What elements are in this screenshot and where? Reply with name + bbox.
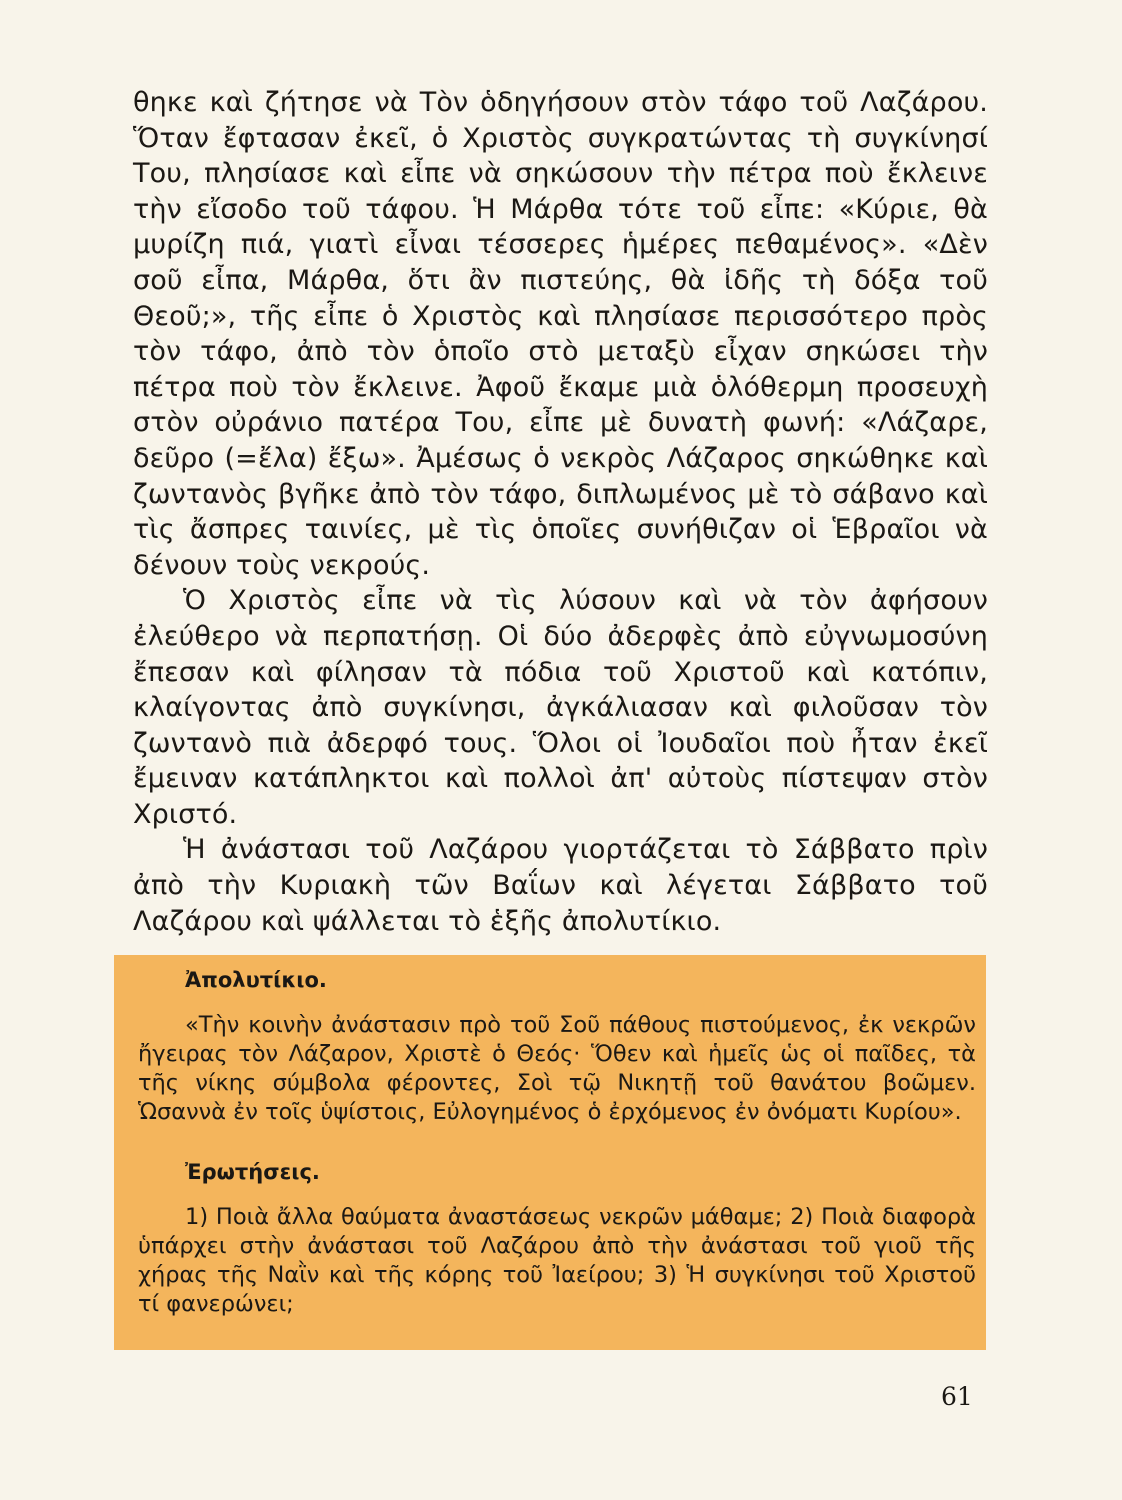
paragraph-feast-day: Ἡ ἀνάστασι τοῦ Λαζάρου γιορτάζεται τὸ Σάββατο πρὶν ἀπὸ τὴν Κυριακὴ τῶν Βαΐων καὶ λέγεται Σάββατο τοῦ Λαζάρου καὶ ψάλλεται τὸ ἑξῆς ἀπολυτίκιο. bbox=[133, 834, 988, 937]
paragraph-lazarus-raising: θηκε καὶ ζήτησε νὰ Τὸν ὁδηγήσουν στὸν τάφο τοῦ Λαζάρου. Ὅταν ἔφτασαν ἐκεῖ, ὁ Χριστὸς συγκρατώντας τὴ συγκίνησί Του, πλησίασε καὶ εἶπε νὰ σηκώσουν τὴν πέτρα ποὺ ἔκλεινε τὴν εἴσοδο τοῦ τάφου. Ἡ Μάρθα τότε τοῦ εἶπε: «Κύριε, θὰ μυρίζη πιά, γιατὶ εἶναι τέσσερες ἡμέρες πεθαμένος». «Δὲν σοῦ εἶπα, Μάρθα, ὅτι ἂν πιστεύης, θὰ ἰδῆς τὴ δόξα τοῦ Θεοῦ;», τῆς εἶπε ὁ Χριστὸς καὶ πλησίασε περισσότερο πρὸς τὸν τάφο, ἀπὸ τὸν ὁποῖο στὸ μεταξὺ εἶχαν σηκώσει τὴν πέτρα ποὺ τὸν ἔκλεινε. Ἀφοῦ ἔκαμε μιὰ ὁλόθερμη προσευχὴ στὸν οὐράνιο πατέρα Του, εἶπε μὲ δυνατὴ φωνή: «Λάζαρε, δεῦρο (=ἔλα) ἔξω». Ἀμέσως ὁ νεκρὸς Λάζαρος σηκώθηκε καὶ ζωντανὸς βγῆκε ἀπὸ τὸν τάφο, διπλωμένος μὲ τὸ σάβανο καὶ τὶς ἄσπρες ταινίες, μὲ τὶς ὁποῖες συνήθιζαν οἱ Ἑβραῖοι νὰ δένουν τοὺς νεκρούς. bbox=[133, 87, 988, 581]
questions-heading: Ἐρωτήσεις. bbox=[185, 1160, 320, 1184]
questions-text: 1) Ποιὰ ἄλλα θαύματα ἀναστάσεως νεκρῶν μάθαμε; 2) Ποιὰ διαφορὰ ὑπάρχει στὴν ἀνάστασι τοῦ Λαζάρου ἀπὸ τὴν ἀνάστασι τοῦ γιοῦ τῆς χήρας τῆς Ναῒν καὶ τῆς κόρης τοῦ Ἰαείρου; 3) Ἡ συγκίνησι τοῦ Χριστοῦ τί φανερώνει; bbox=[138, 1204, 976, 1317]
main-text-block bbox=[133, 85, 988, 939]
page-number: 61 bbox=[941, 1382, 973, 1411]
highlight-box bbox=[114, 955, 986, 1350]
apolytikio-heading: Ἀπολυτίκιο. bbox=[185, 968, 327, 992]
apolytikio-text: «Τὴν κοινὴν ἀνάστασιν πρὸ τοῦ Σοῦ πάθους πιστούμενος, ἐκ νεκρῶν ἤγειρας τὸν Λάζαρον, Χριστὲ ὁ Θεός· Ὅθεν καὶ ἡμεῖς ὡς οἱ παῖδες, τὰ τῆς νίκης σύμβολα φέροντες, Σοὶ τῷ Νικητῇ τοῦ θανάτου βοῶμεν. Ὡσαννὰ ἐν τοῖς ὑψίστοις, Εὐλογημένος ὁ ἐρχόμενος ἐν ὀνόματι Κυρίου». bbox=[138, 1012, 976, 1125]
paragraph-unbinding: Ὁ Χριστὸς εἶπε νὰ τὶς λύσουν καὶ νὰ τὸν ἀφήσουν ἐλεύθερο νὰ περπατήσῃ. Οἱ δύο ἀδερφὲς ἀπὸ εὐγνωμοσύνη ἔπεσαν καὶ φίλησαν τὰ πόδια τοῦ Χριστοῦ καὶ κατόπιν, κλαίγοντας ἀπὸ συγκίνησι, ἀγκάλιασαν καὶ φιλοῦσαν τὸν ζωντανὸ πιὰ ἀδερφό τους. Ὅλοι οἱ Ἰουδαῖοι ποὺ ἦταν ἐκεῖ ἔμειναν κατάπληκτοι καὶ πολλοὶ ἀπ' αὐτοὺς πίστεψαν στὸν Χριστό. bbox=[133, 585, 988, 830]
